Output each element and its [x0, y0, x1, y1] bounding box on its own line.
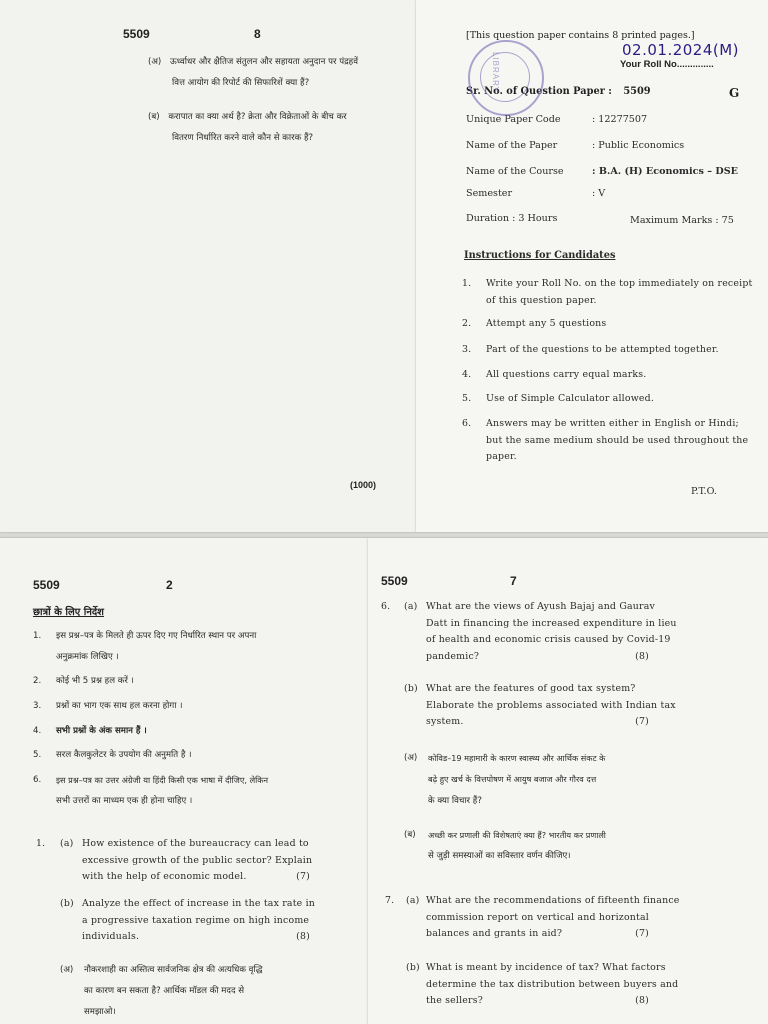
roll-no: Your Roll No.............. — [620, 59, 714, 70]
instruction-4: 4. All questions carry equal marks. — [462, 369, 647, 380]
page-code: 5509 — [33, 578, 60, 592]
page-code: 5509 — [123, 27, 150, 41]
question-1b: (b) Analyze the effect of increase in the tax rate in a progressive taxation regime on high income individuals. (8) — [60, 898, 316, 942]
instruction-5: 5. Use of Simple Calculator allowed. — [462, 393, 655, 404]
question-number-6: 6. — [381, 601, 391, 612]
duration: Duration : 3 Hours — [466, 213, 558, 224]
page-8-sheet — [0, 0, 416, 532]
page-index: 7 — [510, 574, 517, 588]
instruction-1: 1. Write your Roll No. on the top immediately on receipt of this question paper. — [462, 278, 753, 306]
question-7a: (a) What are the recommendations of fifteenth finance commission report on vertical and horizontal balances and grants in aid? (7) — [406, 895, 680, 939]
question-6b: (b) What are the features of good tax system? Elaborate the problems associated with Indian tax system. (7) — [404, 683, 676, 727]
hi-instruction-5: 5. सरल कैलकुलेटर के उपयोग की अनुमति है । — [33, 750, 192, 760]
field-course: Name of the Course : B.A. (H) Economics – DSE — [466, 166, 738, 177]
hi-instruction-3: 3. प्रश्नों का भाग एक साथ हल करना होगा । — [33, 701, 183, 711]
question-number-7: 7. — [385, 895, 395, 906]
instructions-title: Instructions for Candidates — [464, 250, 616, 261]
question-7b: (b) What is meant by incidence of tax? What factors determine the tax distribution between buyers and the sellers? (8) — [406, 962, 679, 1006]
page-7-sheet — [368, 538, 768, 1024]
library-stamp — [468, 40, 544, 116]
hi-instruction-2: 2. कोई भी 5 प्रश्न हल करें । — [33, 676, 134, 686]
pto: P.T.O. — [691, 486, 717, 497]
page-code: 5509 — [381, 574, 408, 588]
hi-instruction-1: 1. इस प्रश्न–पत्र के मिलते ही ऊपर दिए गए निर्धारित स्थान पर अपना अनुक्रमांक लिखिए । — [33, 631, 257, 662]
max-marks: Maximum Marks : 75 — [630, 215, 734, 226]
question-6-hi-a: (अ) कोविड–19 महामारी के कारण स्वास्थ्य और आर्थिक संकट के बढ़े हुए खर्च के वित्तपोषण में आयुष बजाज और गौरव दत्त के क्या विचार हैं? — [404, 753, 606, 806]
sr-no-row: Sr. No. of Question Paper : 5509 G — [466, 86, 740, 100]
hi-instruction-4: 4. सभी प्रश्नों के अंक समान हैं । — [33, 726, 147, 736]
question-hi-b: (ब) करापात का क्या अर्थ है? क्रेता और विक्रेताओं के बीच कर वितरण निर्धारित करने वाले कौन से कारक हैं? — [148, 112, 347, 143]
question-1a: (a) How existence of the bureaucracy can lead to excessive growth of the public sector? Explain with the help of economic model. (7) — [60, 838, 313, 882]
field-semester: Semester : V — [466, 188, 606, 199]
instruction-6: 6. Answers may be written either in English or Hindi; but the same medium should be used throughout the paper. — [462, 418, 749, 462]
question-6a: (a) What are the views of Ayush Bajaj and Gaurav Datt in financing the increased expenditure in lieu of health and economic crisis caused by Covid-19 pandemic? (8) — [404, 601, 677, 662]
field-paper-name: Name of the Paper : Public Economics — [466, 140, 685, 151]
page-index: 2 — [166, 578, 173, 592]
instruction-2: 2. Attempt any 5 questions — [462, 318, 607, 329]
instruction-3: 3. Part of the questions to be attempted together. — [462, 344, 719, 355]
page-index: 8 — [254, 27, 261, 41]
question-number-1: 1. — [36, 838, 46, 849]
question-hi-a: (अ) ऊर्ध्वाधर और क्षैतिज संतुलन और सहायता अनुदान पर पंद्रहवें वित्त आयोग की रिपोर्ट की सिफारिशें क्या हैं? — [148, 57, 359, 88]
page-2-sheet — [0, 538, 368, 1024]
print-count: (1000) — [350, 480, 377, 490]
field-paper-code: Unique Paper Code : 12277507 — [466, 114, 648, 125]
question-6-hi-b: (ब) अच्छी कर प्रणाली की विशेषताएं क्या हैं? भारतीय कर प्रणाली से जुड़ी समस्याओं का सविस्तार वर्णन कीजिए। — [404, 830, 606, 861]
handwritten-date: 02.01.2024(M) — [622, 41, 740, 59]
question-1-hi: (अ) नौकरशाही का अस्तित्व सार्वजनिक क्षेत्र की अत्यधिक वृद्धि का कारण बन सकता है? आर्थिक मॉडल की मदद से समझाओ। — [60, 965, 263, 1017]
hindi-instructions-title: छात्रों के लिए निर्देश — [33, 607, 104, 618]
pages-note: [This question paper contains 8 printed pages.] — [466, 30, 695, 41]
hi-instruction-6: 6. इस प्रश्न–पत्र का उत्तर अंग्रेजी या हिंदी किसी एक भाषा में दीजिए, लेकिन सभी उत्तरों का माध्यम एक ही होना चाहिए । — [33, 775, 269, 806]
stamp-text: LIBRARY — [491, 52, 500, 94]
